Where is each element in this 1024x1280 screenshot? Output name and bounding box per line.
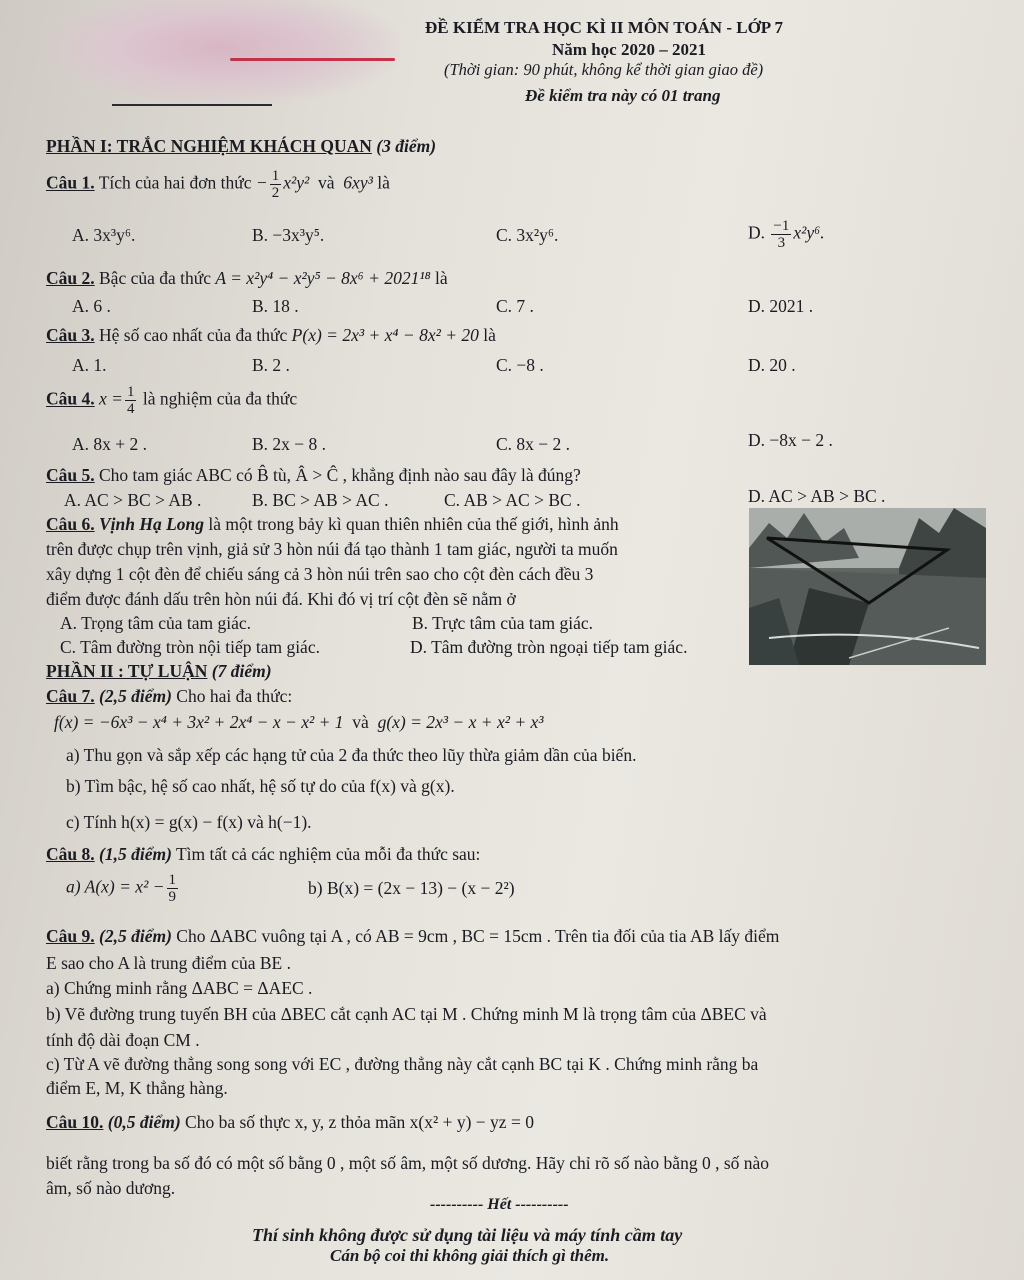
ha-long-bay-photo [749,508,986,665]
question-6-line-1: Câu 6. Vịnh Hạ Long là một trong bảy kì quan thiên nhiên của thế giới, hình ảnh [46,514,619,534]
q2-option-d: D. 2021 . [748,296,814,316]
q2-option-c: C. 7 . [496,296,534,316]
question-2: Câu 2. Bậc của đa thức A = x²y⁴ − x²y⁵ − 8x⁶ + 2021¹⁸ là [46,268,448,288]
time-limit: (Thời gian: 90 phút, không kể thời gian giao đề) [444,60,764,79]
question-6-line-4: điểm được đánh dấu trên hòn núi đá. Khi đó vị trí cột đèn sẽ nằm ở [46,589,516,609]
exam-title: ĐỀ KIỂM TRA HỌC KÌ II MÔN TOÁN - LỚP 7 [425,18,783,37]
page-count-note: Đề kiểm tra này có 01 trang [525,86,721,105]
q9-part-c-line-2: điểm E, M, K thẳng hàng. [46,1078,228,1098]
footer-note-1: Thí sinh không được sử dụng tài liệu và máy tính cầm tay [252,1225,683,1245]
q7-part-a: a) Thu gọn và sắp xếp các hạng tử của 2 đa thức theo lũy thừa giảm dần của biến. [66,745,637,765]
q4-option-c: C. 8x − 2 . [496,434,571,454]
q9-part-b-line-1: b) Vẽ đường trung tuyến BH của ΔBEC cắt cạnh AC tại M . Chứng minh M là trọng tâm của ΔBEC và [46,1004,767,1024]
question-6-line-3: xây dựng 1 cột đèn để chiếu sáng cả 3 hòn núi trên sao cho cột đèn cách đều 3 [46,564,594,584]
q4-option-a: A. 8x + 2 . [72,434,148,454]
q7-part-b: b) Tìm bậc, hệ số cao nhất, hệ số tự do của f(x) và g(x). [66,776,455,796]
question-3: Câu 3. Hệ số cao nhất của đa thức P(x) = 2x³ + x⁴ − 8x² + 20 là [46,325,496,345]
redacted-school-name [40,0,400,105]
q3-option-c: C. −8 . [496,355,544,375]
q6-option-c: C. Tâm đường tròn nội tiếp tam giác. [60,637,320,657]
question-7: Câu 7. (2,5 điểm) Cho hai đa thức: [46,686,293,706]
q6-option-b: B. Trực tâm của tam giác. [412,613,594,633]
q6-option-a: A. Trọng tâm của tam giác. [60,613,252,633]
part1-heading: PHẦN I: TRẮC NGHIỆM KHÁCH QUAN (3 điểm) [46,136,437,156]
q4-option-d: D. −8x − 2 . [748,430,833,450]
q7-polynomials: f(x) = −6x³ − x⁴ + 3x² + 2x⁴ − x − x² + 1 và g(x) = 2x³ − x + x² + x³ [54,712,544,732]
school-year: Năm học 2020 – 2021 [552,40,706,59]
q1-option-d: D. $\frac{-1}{3}$ x²y⁶. [748,218,825,251]
header-divider [112,104,272,106]
q8-part-a: a) A(x) = x² − $\frac{1}{9}$ [66,872,177,905]
q3-option-b: B. 2 . [252,355,290,375]
footer-note-2: Cán bộ coi thi không giải thích gì thêm. [330,1246,610,1265]
red-underline-mark [230,58,395,61]
q9-part-c-line-1: c) Từ A vẽ đường thẳng song song với EC , đường thẳng này cắt cạnh BC tại K . Chứng minh rằng ba [46,1054,759,1074]
end-marker: ---------- Hết ---------- [430,1196,569,1213]
q9-part-b-line-2: tính độ dài đoạn CM . [46,1030,200,1050]
q5-option-d: D. AC > AB > BC . [748,486,886,506]
q6-option-d: D. Tâm đường tròn ngoại tiếp tam giác. [410,637,688,657]
q8-part-b: b) B(x) = (2x − 13) − (x − 2²) [308,878,515,898]
q9-part-a: a) Chứng minh rằng ΔABC = ΔAEC . [46,978,313,998]
q2-option-a: A. 6 . [72,296,111,316]
question-9-line-1: Câu 9. (2,5 điểm) Cho ΔABC vuông tại A , có AB = 9cm , BC = 15cm . Trên tia đối của tia AB lấy điểm [46,926,780,946]
question-10-line-3: âm, số nào dương. [46,1178,176,1198]
question-5: Câu 5. Cho tam giác ABC có B̂ tù, Â > Ĉ , khẳng định nào sau đây là đúng? [46,465,581,485]
q1-option-b: B. −3x³y⁵. [252,225,325,245]
question-4: Câu 4. x = $\frac{1}{4}$ là nghiệm của đa thức [46,384,298,417]
q1-option-a: A. 3x³y⁶. [72,225,136,245]
question-8: Câu 8. (1,5 điểm) Tìm tất cả các nghiệm của mỗi đa thức sau: [46,844,481,864]
question-1: Câu 1. Tích của hai đơn thức − $\frac{1}{2}$ x²y² và 6xy³ là [46,168,390,201]
q5-option-b: B. BC > AB > AC . [252,490,389,510]
question-6-line-2: trên được chụp trên vịnh, giả sử 3 hòn núi đá tạo thành 1 tam giác, người ta muốn [46,539,618,559]
q1-option-c: C. 3x²y⁶. [496,225,559,245]
q4-option-b: B. 2x − 8 . [252,434,327,454]
question-9-line-2: E sao cho A là trung điểm của BE . [46,953,291,973]
question-10-line-2: biết rằng trong ba số đó có một số bằng 0 , một số âm, một số dương. Hãy chỉ rõ số nào bằng 0 , số nào [46,1153,770,1173]
question-10: Câu 10. (0,5 điểm) Cho ba số thực x, y, z thỏa mãn x(x² + y) − yz = 0 [46,1112,534,1132]
photo-illustration [749,508,986,665]
q3-option-d: D. 20 . [748,355,796,375]
part2-heading: PHẦN II : TỰ LUẬN (7 điểm) [46,661,272,681]
q7-part-c: c) Tính h(x) = g(x) − f(x) và h(−1). [66,812,312,832]
q3-option-a: A. 1. [72,355,107,375]
q2-option-b: B. 18 . [252,296,299,316]
q5-option-a: A. AC > BC > AB . [64,490,202,510]
q5-option-c: C. AB > AC > BC . [444,490,581,510]
